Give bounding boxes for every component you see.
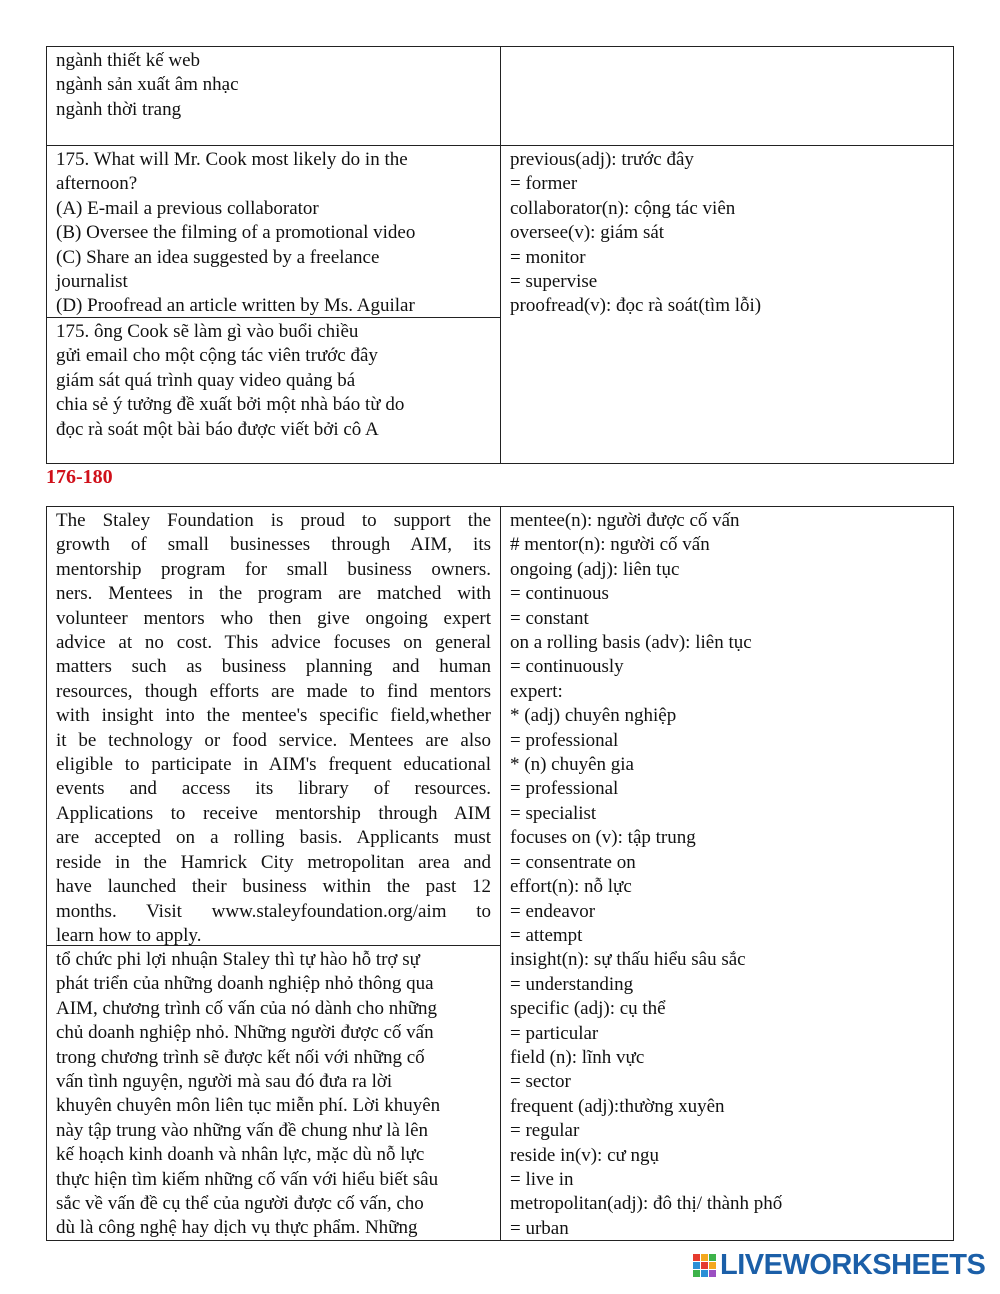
vocab-item: = sector xyxy=(510,1071,571,1093)
passage-english xyxy=(47,507,500,945)
liveworksheets-logo[interactable] xyxy=(693,1249,986,1281)
vocab-item: expert: xyxy=(510,680,563,702)
passage-line: it be technology or food service. Mentees are also xyxy=(56,729,491,751)
passage-line: Applications to receive mentorship through AIM xyxy=(56,802,491,824)
translation-line: trong chương trình sẽ được kết nối với những cố xyxy=(56,1046,425,1068)
question-175-vietnamese xyxy=(47,318,500,463)
translation-line: vấn tình nguyện, người mà sau đó đưa ra lời xyxy=(56,1071,393,1093)
vocab-item: previous(adj): trước đây xyxy=(510,149,694,170)
text-line: ngành thiết kế web xyxy=(56,50,201,71)
answer-option-a: (A) E-mail a previous collaborator xyxy=(56,197,319,219)
vocab-item: = supervise xyxy=(510,271,598,293)
passage-line: with insight into the mentee's specific field,whether xyxy=(56,705,491,727)
vocab-list-176-180 xyxy=(501,507,953,1240)
vocab-item: = specialist xyxy=(510,802,597,824)
passage-vietnamese xyxy=(47,946,500,1240)
translation-line: khuyên chuyên môn liên tục miễn phí. Lời khuyên xyxy=(56,1095,441,1117)
vocab-item: reside in(v): cư ngụ xyxy=(510,1144,660,1166)
vocab-item: ongoing (adj): liên tục xyxy=(510,558,680,580)
vocab-item: mentee(n): người được cố vấn xyxy=(510,510,740,531)
translation-line: AIM, chương trình cố vấn của nó dành cho những xyxy=(56,997,438,1019)
vocab-item: * (adj) chuyên nghiệp xyxy=(510,705,677,727)
question-text: 175. What will Mr. Cook most likely do in the xyxy=(56,149,408,170)
passage-line: mentorship program for small business owners. xyxy=(56,558,491,580)
passage-line: are accepted on a rolling basis. Applicants must xyxy=(56,827,491,849)
translation-line: dù là công nghệ hay dịch vụ thực phẩm. Những xyxy=(56,1217,418,1239)
vocab-table-2 xyxy=(46,506,954,1241)
text-line: ngành sản xuất âm nhạc xyxy=(56,74,239,96)
vocab-item: = constant xyxy=(510,607,589,629)
passage-line: advice at no cost. This advice focuses on general xyxy=(56,632,491,654)
vocab-item: specific (adj): cụ thể xyxy=(510,998,666,1020)
section-heading: 176-180 xyxy=(46,466,113,488)
vocab-item: effort(n): nỗ lực xyxy=(510,876,632,898)
passage-line: reside in the Hamrick City metropolitan area and xyxy=(56,851,491,873)
vocab-item: = former xyxy=(510,173,578,195)
translation-line: thực hiện tìm kiếm những cố vấn với hiểu biết sâu xyxy=(56,1168,439,1190)
vocab-item: = continuously xyxy=(510,656,624,678)
translation-line: 175. ông Cook sẽ làm gì vào buổi chiều xyxy=(56,321,359,342)
vocab-item: = understanding xyxy=(510,973,634,995)
question-175-english xyxy=(47,146,500,317)
vocab-item: = regular xyxy=(510,1120,580,1142)
vocab-item: proofread(v): đọc rà soát(tìm lỗi) xyxy=(510,295,762,317)
passage-line: matters such as business planning and human xyxy=(56,656,491,678)
translation-line: kế hoạch kinh doanh và nhân lực, mặc dù nỗ lực xyxy=(56,1144,425,1166)
translation-line: tổ chức phi lợi nhuận Staley thì tự hào hỗ trợ sự xyxy=(56,949,420,970)
vocab-item: = live in xyxy=(510,1168,574,1190)
text-line: ngành thời trang xyxy=(56,98,182,120)
vocab-item: = continuous xyxy=(510,583,609,605)
vocab-item: # mentor(n): người cố vấn xyxy=(510,534,710,556)
vocab-item: field (n): lĩnh vực xyxy=(510,1046,645,1068)
vocab-item: = monitor xyxy=(510,246,586,268)
vocab-item: insight(n): sự thấu hiểu sâu sắc xyxy=(510,949,746,971)
vocab-item: = particular xyxy=(510,1022,599,1044)
passage-line: learn how to apply. xyxy=(56,924,202,945)
passage-line: The Staley Foundation is proud to support the xyxy=(56,510,491,531)
translation-line: đọc rà soát một bài báo được viết bởi cô A xyxy=(56,418,379,440)
logo-wordmark: LIVEWORKSHEETS xyxy=(720,1249,986,1281)
vocab-item: = consentrate on xyxy=(510,851,636,873)
answer-option-c: (C) Share an idea suggested by a freelance xyxy=(56,246,380,268)
liveworksheets-logo-icon xyxy=(693,1254,716,1277)
translation-line: chia sẻ ý tưởng đề xuất bởi một nhà báo từ do xyxy=(56,394,405,416)
passage-line: ners. Mentees in the program are matched with xyxy=(56,583,491,605)
passage-line: have launched their business within the past 12 xyxy=(56,876,491,898)
translation-line: phát triển của những doanh nghiệp nhỏ thông qua xyxy=(56,973,434,995)
vocab-item: = professional xyxy=(510,778,619,800)
empty-cell xyxy=(501,47,953,145)
passage-line: events and access its library of resources. xyxy=(56,778,491,800)
answer-option-b: (B) Oversee the filming of a promotional video xyxy=(56,222,416,244)
vocab-list-175 xyxy=(501,146,953,463)
passage-line: months. Visit www.staleyfoundation.org/aim to xyxy=(56,900,491,922)
vocab-item: collaborator(n): cộng tác viên xyxy=(510,197,736,219)
passage-line: eligible to participate in AIM's frequent educational xyxy=(56,754,491,776)
vocab-item: * (n) chuyên gia xyxy=(510,754,634,776)
question-text: afternoon? xyxy=(56,173,138,195)
translation-line: chủ doanh nghiệp nhỏ. Những người được cố vấn xyxy=(56,1022,434,1044)
answer-option-d: (D) Proofread an article written by Ms. Aguilar xyxy=(56,295,415,317)
translation-line: giám sát quá trình quay video quảng bá xyxy=(56,369,356,391)
vocab-table-1 xyxy=(46,46,954,464)
translation-line: sắc về vấn đề cụ thể của người được cố vấn, cho xyxy=(56,1193,424,1215)
vocab-item: focuses on (v): tập trung xyxy=(510,827,696,849)
passage-line: growth of small businesses through AIM, its xyxy=(56,534,491,556)
passage-line: volunteer mentors who then give ongoing expert xyxy=(56,607,491,629)
vocab-item: = attempt xyxy=(510,924,583,946)
vocab-item: = endeavor xyxy=(510,900,596,922)
vocab-item: on a rolling basis (adv): liên tục xyxy=(510,632,752,654)
vocab-item: oversee(v): giám sát xyxy=(510,222,665,244)
vocab-item: = professional xyxy=(510,729,619,751)
vocab-item: frequent (adj):thường xuyên xyxy=(510,1095,725,1117)
field-list-cell xyxy=(47,47,500,145)
translation-line: gửi email cho một cộng tác viên trước đây xyxy=(56,345,378,367)
answer-option-c: journalist xyxy=(56,271,128,293)
vocab-item: metropolitan(adj): đô thị/ thành phố xyxy=(510,1193,783,1215)
translation-line: này tập trung vào những vấn đề chung như là lên xyxy=(56,1119,429,1141)
passage-line: resources, though efforts are made to find mentors xyxy=(56,680,491,702)
vocab-item: = urban xyxy=(510,1217,569,1239)
